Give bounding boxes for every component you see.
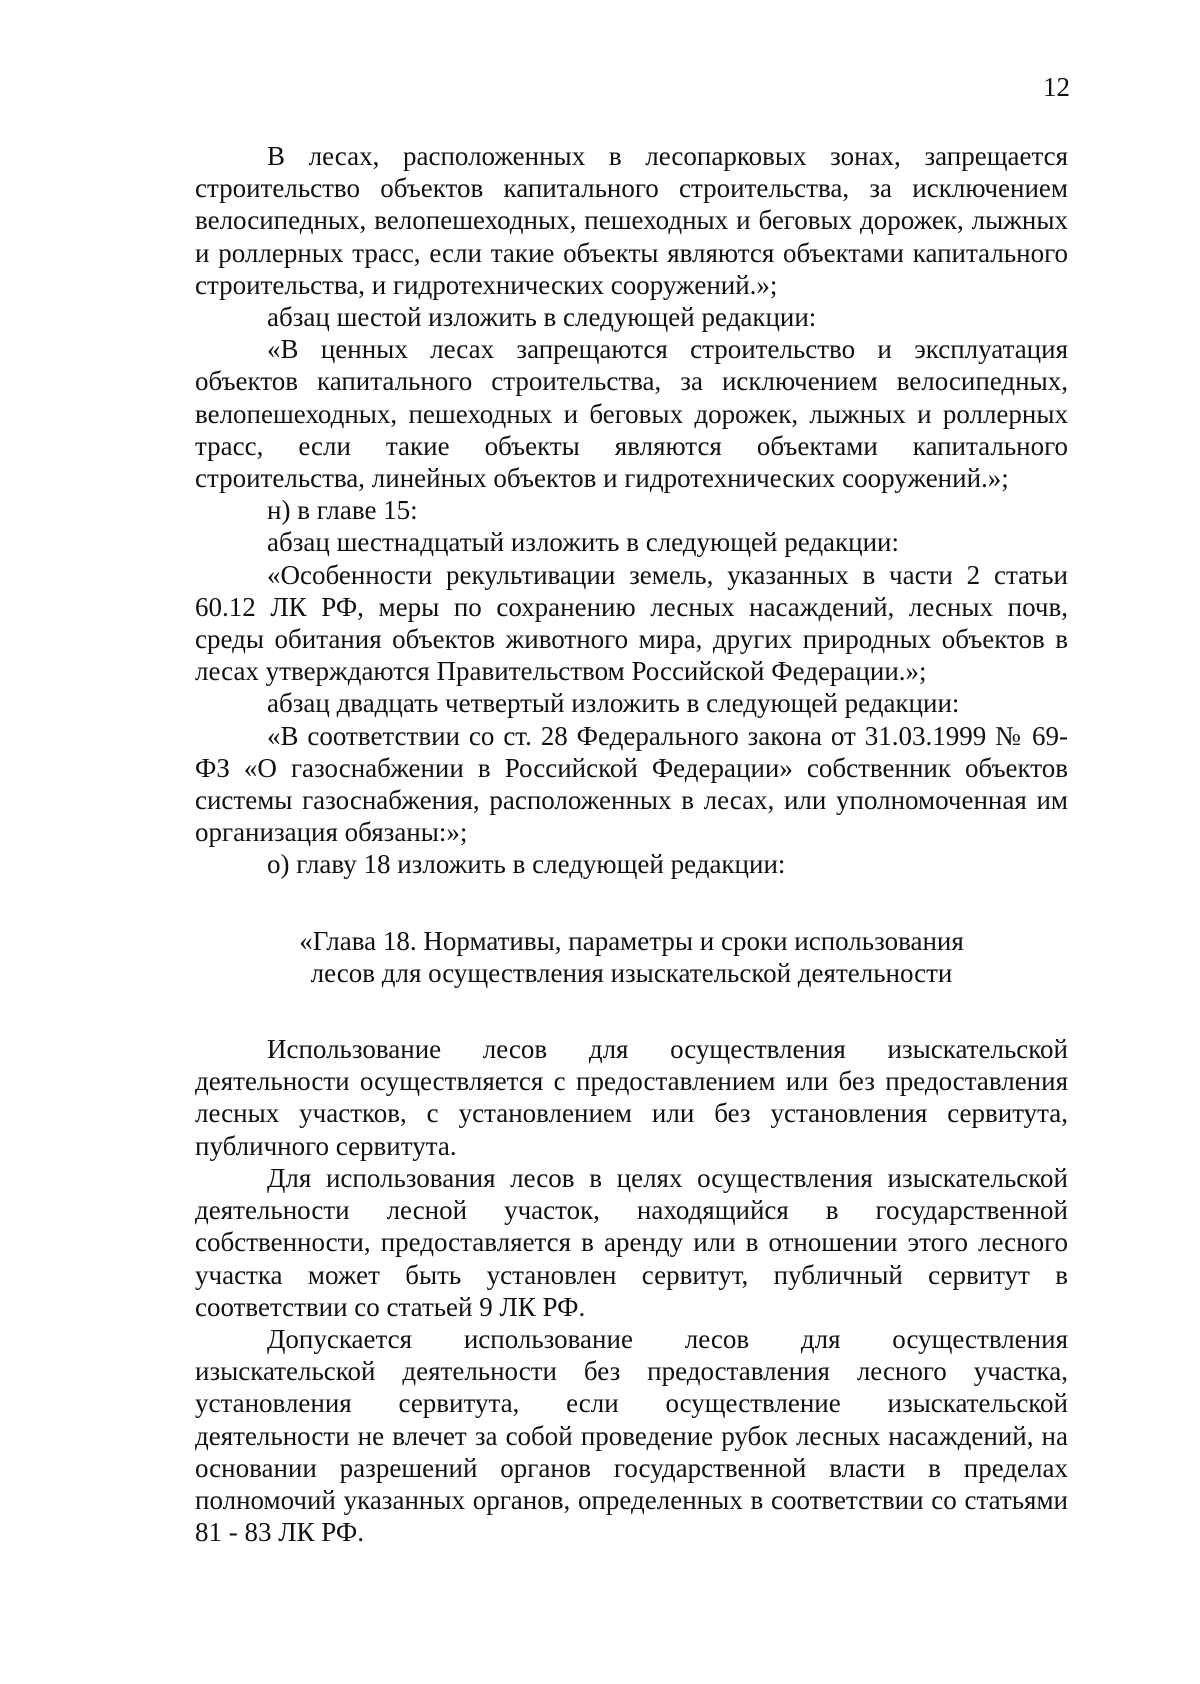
page-number: 12 [1043,72,1070,102]
paragraph: н) в главе 15: [267,495,418,526]
paragraph: «Особенности рекультивации земель, указанных в части 2 статьи 60.12 ЛК РФ, меры по сохранению лесных насаждений, лесных почв, среды обитания объектов животного мира, других природных объектов в лесах утверждаются Правительством Российской Федерации.»; [195,559,1068,687]
paragraph: Использование лесов для осуществления изыскательской деятельности осуществляется с предоставлением или без предоставления лесных участков, с установлением или без установления сервитута, публичного сервитута. [195,1034,1068,1161]
chapter-heading [195,925,1068,989]
paragraph: «В соответствии со ст. 28 Федерального закона от 31.03.1999 № 69-ФЗ «О газоснабжении в Российской Федерации» собственник объектов системы газоснабжения, расположенных в лесах, или уполномоченная им организация обязаны:»; [195,720,1068,848]
paragraph: абзац шестнадцатый изложить в следующей редакции: [267,527,900,558]
paragraph: о) главу 18 изложить в следующей редакции: [267,849,786,880]
document-body [195,140,1068,1548]
paragraph: В лесах, расположенных в лесопарковых зонах, запрещается строительство объектов капитального строительства, за исключением велосипедных, велопешеходных, пешеходных и беговых дорожек, лыжных и роллерных трасс, если такие объекты являются объектами капитального строительства, и гидротехнических сооружений.»; [195,141,1068,300]
paragraph: Допускается использование лесов для осуществления изыскательской деятельности без предоставления лесного участка, установления сервитута, если осуществление изыскательской деятельности не влечет за собой проведение рубок лесных насаждений, на основании разрешений органов государственной власти в пределах полномочий указанных органов, определенных в соответствии со статьями 81 - 83 ЛК РФ. [195,1323,1068,1548]
paragraph: «В ценных лесах запрещаются строительство и эксплуатация объектов капитального строительства, за исключением велосипедных, велопешеходных, пешеходных и беговых дорожек, лыжных и роллерных трасс, если такие объекты являются объектами капитального строительства, линейных объектов и гидротехнических сооружений.»; [195,334,1068,494]
paragraph: абзац шестой изложить в следующей редакции: [267,302,817,333]
chapter-heading-line: «Глава 18. Нормативы, параметры и сроки использования [299,925,964,956]
paragraph: Для использования лесов в целях осуществления изыскательской деятельности лесной участок, находящийся в государственной собственности, предоставляется в аренду или в отношении этого лесного участка может быть установлен сервитут, публичный сервитут в соответствии со статьей 9 ЛК РФ. [195,1162,1068,1322]
chapter-heading-line: лесов для осуществления изыскательской деятельности [310,957,953,988]
paragraph: абзац двадцать четвертый изложить в следующей редакции: [267,688,960,719]
